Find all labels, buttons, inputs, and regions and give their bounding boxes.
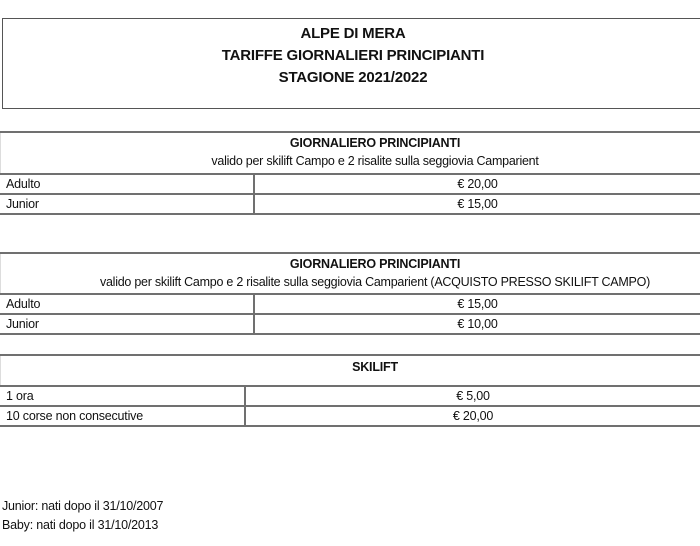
table-border-top (0, 354, 700, 356)
table-subtitle: valido per skilift Campo e 2 risalite sulla seggiovia Camparient (211, 154, 539, 168)
row-price: € 10,00 (457, 317, 498, 331)
table-title: SKILIFT (352, 360, 398, 374)
price-table-skilift (0, 354, 700, 428)
age-notes (2, 497, 163, 535)
row-price: € 20,00 (452, 409, 494, 423)
row-label: Adulto (6, 297, 41, 311)
table-border-bottom (0, 213, 700, 215)
table-border-bottom (0, 333, 700, 335)
price-table-beginner-daily (0, 131, 700, 215)
row-price: € 20,00 (457, 177, 498, 191)
row-price: € 5,00 (456, 389, 490, 403)
table-border-top (0, 131, 700, 133)
price-table-beginner-daily-campo (0, 252, 700, 336)
junior-note: Junior: nati dopo il 31/10/2007 (2, 499, 164, 513)
row-label: 1 ora (6, 389, 34, 403)
title-box (2, 18, 700, 109)
row-price: € 15,00 (457, 197, 498, 211)
row-label: Junior (6, 317, 39, 331)
row-label: 10 corse non consecutive (6, 409, 143, 423)
resort-name: ALPE DI MERA (300, 25, 406, 42)
season-label: STAGIONE 2021/2022 (278, 69, 428, 86)
table-title: GIORNALIERO PRINCIPIANTI (289, 136, 461, 150)
row-price: € 15,00 (457, 297, 498, 311)
table-border-bottom (0, 425, 700, 427)
table-title: GIORNALIERO PRINCIPIANTI (289, 257, 461, 271)
tariff-title: TARIFFE GIORNALIERI PRINCIPIANTI (221, 47, 485, 64)
table-border-top (0, 252, 700, 254)
baby-note: Baby: nati dopo il 31/10/2013 (2, 518, 159, 532)
row-label: Junior (6, 197, 39, 211)
row-label: Adulto (6, 177, 41, 191)
table-subtitle: valido per skilift Campo e 2 risalite sulla seggiovia Camparient (ACQUISTO PRESSO SKILIFT CAMPO) (99, 275, 651, 289)
